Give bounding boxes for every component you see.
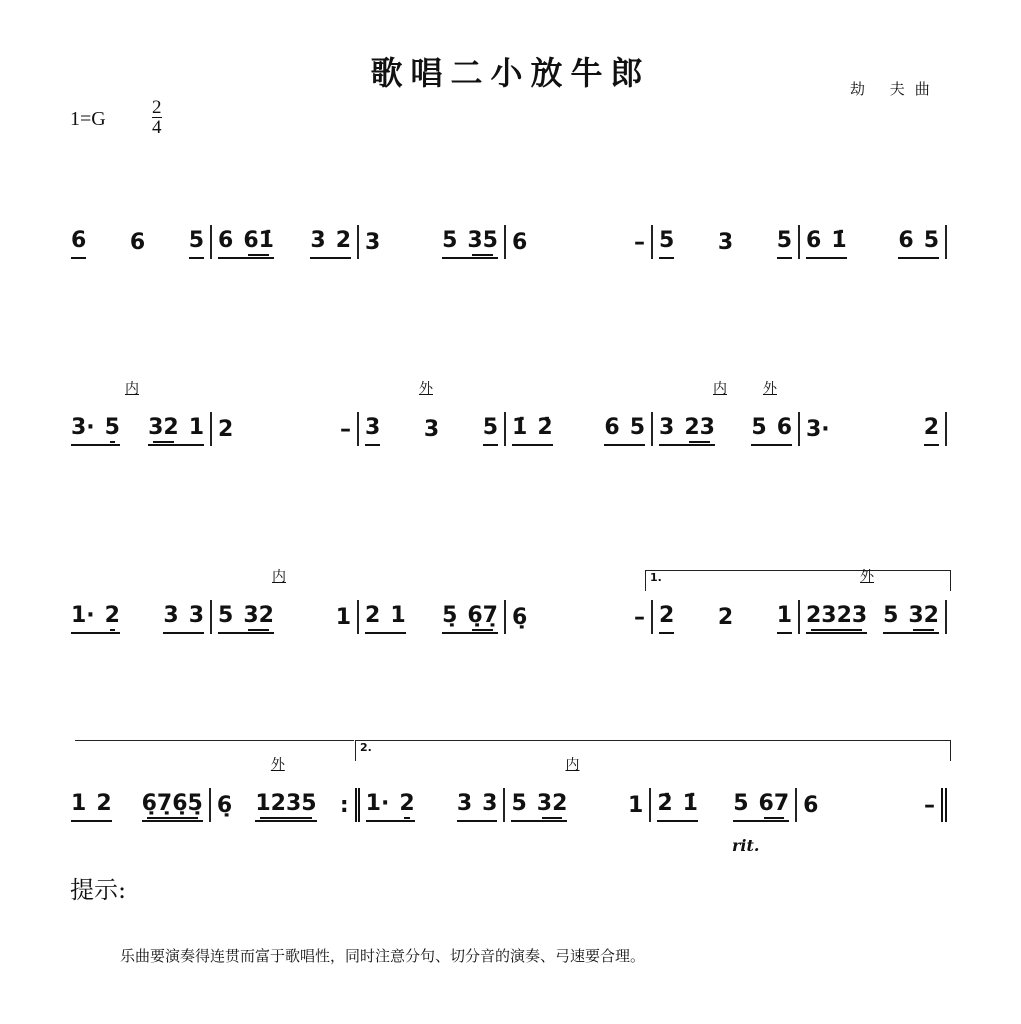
note: 1 <box>335 605 351 630</box>
beat <box>777 228 792 259</box>
measure <box>653 381 800 446</box>
bowing-mark: 外 <box>763 381 777 397</box>
beat <box>218 417 233 446</box>
beat <box>718 605 733 634</box>
measure <box>653 600 800 634</box>
note: 32 <box>536 791 568 816</box>
measure <box>65 225 212 259</box>
note: – <box>923 793 935 818</box>
note: 3 <box>456 791 473 816</box>
beat <box>512 230 527 259</box>
note: 6 <box>218 228 234 253</box>
beat <box>71 228 86 259</box>
measure <box>506 600 653 634</box>
note: 1235 <box>255 791 317 816</box>
measure <box>65 381 212 446</box>
beat <box>659 228 674 259</box>
beat <box>924 793 935 822</box>
beat <box>218 228 274 259</box>
repeat-sign: : <box>339 793 349 818</box>
note: 6̣7̣6̣5̣ <box>141 791 203 816</box>
tempo-mark: rit. <box>732 836 760 855</box>
note: 32 <box>908 603 939 628</box>
measure <box>505 757 651 822</box>
note: 3 <box>365 415 381 440</box>
note: 5 <box>511 791 527 816</box>
beat <box>130 230 145 259</box>
beat <box>365 603 406 634</box>
beat <box>148 415 204 446</box>
note: 6 <box>898 228 914 253</box>
note: – <box>634 605 645 630</box>
note: 5 <box>482 415 498 440</box>
note: 5 <box>442 228 458 253</box>
note: 5 <box>776 228 792 253</box>
beat <box>366 791 415 822</box>
note: 6̣7̣ <box>467 603 498 628</box>
note: 1̇ <box>831 228 847 253</box>
note: 1̇ <box>512 415 528 440</box>
note: 3· <box>806 417 830 442</box>
note: 2 <box>659 603 675 628</box>
score-line <box>65 372 947 462</box>
note: 6 <box>803 793 819 818</box>
note: 1· <box>71 603 95 628</box>
measure <box>212 225 359 259</box>
beat <box>628 793 643 822</box>
measure <box>800 569 947 634</box>
note: 2 <box>717 605 734 630</box>
note: 3 <box>659 415 675 440</box>
note: 5 <box>629 415 645 440</box>
bowing-mark: 内 <box>713 381 727 397</box>
note: – <box>634 230 645 255</box>
note: 3 <box>423 417 440 442</box>
note: 5 <box>733 791 749 816</box>
measure <box>506 412 653 446</box>
measure <box>212 569 359 634</box>
hint-label: 提示: <box>70 876 127 904</box>
measure <box>65 788 211 822</box>
note: 2̇ <box>537 415 553 440</box>
beat <box>512 605 527 634</box>
beat <box>733 791 789 822</box>
beat <box>71 603 120 634</box>
beat <box>883 603 939 634</box>
measure <box>651 788 797 822</box>
note: 1 <box>390 603 406 628</box>
beat <box>336 605 351 634</box>
beat <box>806 603 867 634</box>
beat <box>718 230 733 259</box>
note: 5 <box>923 228 939 253</box>
note: – <box>340 417 351 442</box>
note: 5 <box>751 415 767 440</box>
beat <box>163 603 204 634</box>
note: 3 <box>717 230 734 255</box>
note: 5 <box>218 603 234 628</box>
beat <box>310 228 351 259</box>
bowing-mark: 外 <box>860 569 874 585</box>
volta-second: 2. <box>355 740 951 761</box>
measure <box>653 225 800 259</box>
beat <box>634 605 645 634</box>
measure <box>65 600 212 634</box>
beat <box>898 228 939 259</box>
note: 3 <box>163 603 179 628</box>
note: 67 <box>758 791 790 816</box>
note: 2 <box>104 603 120 628</box>
note: 6 <box>806 228 822 253</box>
beat <box>71 415 120 446</box>
time-denominator: 4 <box>152 117 162 138</box>
measure <box>212 412 359 446</box>
measure <box>800 225 947 259</box>
beat <box>483 415 498 446</box>
time-numerator: 2 <box>152 97 162 118</box>
note: 1 <box>71 791 87 816</box>
beat <box>365 230 380 259</box>
beat <box>442 603 498 634</box>
beat <box>255 791 316 822</box>
note: 35 <box>467 228 498 253</box>
note: 5̣ <box>442 603 458 628</box>
note: 6 <box>129 230 146 255</box>
page-title: 歌唱二小放牛郎 <box>370 54 651 92</box>
beat <box>512 415 553 446</box>
beat <box>340 417 351 446</box>
beat <box>803 793 818 822</box>
beat <box>657 791 698 822</box>
score-line <box>65 185 947 275</box>
note: 5 <box>104 415 120 440</box>
key-signature: 1=G <box>70 108 106 130</box>
note: 2323 <box>806 603 868 628</box>
note: 6 <box>512 230 528 255</box>
score-line <box>65 748 947 838</box>
measure <box>800 412 947 446</box>
measure <box>360 788 506 822</box>
note: 6̣ <box>512 605 528 630</box>
note: 6 <box>604 415 620 440</box>
beat <box>604 415 645 446</box>
note: 1̇ <box>682 791 698 816</box>
note: 3· <box>71 415 95 440</box>
note: 2 <box>365 603 381 628</box>
note: 5 <box>883 603 899 628</box>
beat <box>806 228 847 259</box>
bowing-mark: 内 <box>125 381 139 397</box>
beat <box>218 603 274 634</box>
note: 3 <box>482 791 498 816</box>
note: 2̇ <box>657 791 673 816</box>
note: 1· <box>365 791 390 816</box>
bowing-mark: 内 <box>272 569 286 585</box>
bowing-mark: 外 <box>270 757 285 773</box>
beat <box>511 791 567 822</box>
measure <box>506 225 653 259</box>
note: 32 <box>148 415 179 440</box>
note: 1 <box>188 415 204 440</box>
note: 3 <box>365 230 381 255</box>
beat <box>634 230 645 259</box>
beat <box>457 791 498 822</box>
note: 32 <box>243 603 274 628</box>
beat <box>806 417 830 446</box>
bowing-mark: 内 <box>565 757 580 773</box>
measure <box>359 381 506 446</box>
note: 2 <box>399 791 415 816</box>
time-signature <box>152 98 162 137</box>
note: 3 <box>188 603 204 628</box>
beat <box>777 603 792 634</box>
beat <box>924 415 939 446</box>
composer: 劫 夫曲 <box>850 80 940 98</box>
beat <box>659 415 715 446</box>
beat <box>659 603 674 634</box>
note: 1 <box>628 793 644 818</box>
note: 2 <box>335 228 351 253</box>
measure <box>359 225 506 259</box>
note: 5 <box>188 228 204 253</box>
beat <box>751 415 792 446</box>
note: 61̇ <box>243 228 274 253</box>
measure <box>211 757 360 822</box>
score-line <box>65 560 947 650</box>
note: 2 <box>218 417 234 442</box>
beat <box>424 417 439 446</box>
beat <box>365 415 380 446</box>
note: 1 <box>776 603 792 628</box>
volta-first: 1. <box>645 570 951 591</box>
note: 6 <box>776 415 792 440</box>
note: 3 <box>310 228 326 253</box>
beat <box>189 228 204 259</box>
measure <box>359 600 506 634</box>
note: 6̣ <box>216 793 233 818</box>
beat <box>442 228 498 259</box>
note: 2 <box>923 415 939 440</box>
note: 5 <box>659 228 675 253</box>
bowing-mark: 外 <box>419 381 433 397</box>
note: 2 <box>96 791 112 816</box>
beat <box>142 791 203 822</box>
beat <box>71 791 112 822</box>
hint-text: 乐曲要演奏得连贯而富于歌唱性，同时注意分句、切分音的演奏、弓速要合理。 <box>120 947 646 965</box>
note: 6 <box>71 228 87 253</box>
note: 23 <box>684 415 715 440</box>
measure <box>797 788 947 822</box>
beat <box>217 793 232 822</box>
